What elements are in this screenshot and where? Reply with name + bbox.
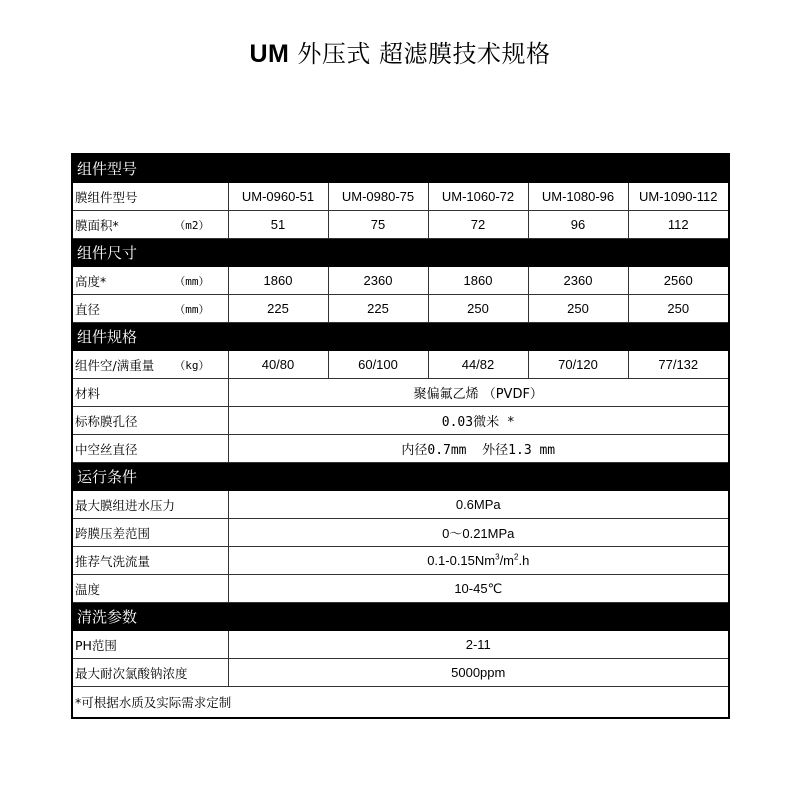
merged-cell: 内径0.7mm 外径1.3 mm: [228, 435, 729, 463]
table-row: [72, 267, 729, 295]
row-label: 组件空/满重量 （kg）: [72, 351, 228, 379]
title-text: 外压式 超滤膜技术规格: [297, 40, 551, 68]
title-prefix: UM: [249, 40, 290, 68]
table-row: [72, 491, 729, 519]
merged-cell: 2-11: [228, 631, 729, 659]
cell: UM-0960-51: [228, 183, 328, 211]
row-label: 最大膜组进水压力: [72, 491, 228, 519]
cell: 250: [528, 295, 628, 323]
row-label: 膜面积* （m2）: [72, 211, 228, 239]
row-label: 跨膜压差范围: [72, 519, 228, 547]
table-row: [72, 407, 729, 435]
table-row: [72, 631, 729, 659]
cell: 2360: [328, 267, 428, 295]
section-header: 组件型号: [72, 154, 729, 183]
cell: UM-1080-96: [528, 183, 628, 211]
merged-cell: 10-45℃: [228, 575, 729, 603]
row-label: 标称膜孔径: [72, 407, 228, 435]
cell: 1860: [428, 267, 528, 295]
cell: UM-0980-75: [328, 183, 428, 211]
table-row: [72, 183, 729, 211]
merged-cell: 0.6MPa: [228, 491, 729, 519]
merged-cell: 5000ppm: [228, 659, 729, 687]
footnote-row: [72, 687, 729, 719]
row-label: 温度: [72, 575, 228, 603]
cell: 250: [628, 295, 729, 323]
row-label: PH范围: [72, 631, 228, 659]
cell: 44/82: [428, 351, 528, 379]
cell: 96: [528, 211, 628, 239]
unit-label: （m2）: [174, 218, 210, 232]
merged-cell: $0.1-0.15Nm^3/m^2.h$: [228, 547, 729, 575]
cell: 70/120: [528, 351, 628, 379]
footnote: *可根据水质及实际需求定制: [72, 687, 729, 719]
row-label: 最大耐次氯酸钠浓度: [72, 659, 228, 687]
spec-table: [71, 153, 730, 719]
section-header: 组件规格: [72, 323, 729, 351]
cell: 2360: [528, 267, 628, 295]
table-row: [72, 575, 729, 603]
section-header: 组件尺寸: [72, 239, 729, 267]
table-row: [72, 211, 729, 239]
cell: 51: [228, 211, 328, 239]
cell: UM-1090-112: [628, 183, 729, 211]
row-label: 材料: [72, 379, 228, 407]
cell: 225: [328, 295, 428, 323]
table-row: [72, 379, 729, 407]
cell: 40/80: [228, 351, 328, 379]
cell: 2560: [628, 267, 729, 295]
table-row: [72, 295, 729, 323]
cell: 77/132: [628, 351, 729, 379]
unit-label: （mm）: [174, 274, 210, 288]
cell: 60/100: [328, 351, 428, 379]
row-label: 直径 （mm）: [72, 295, 228, 323]
merged-cell: 聚偏氟乙烯 （PVDF）: [228, 379, 729, 407]
table-row: [72, 547, 729, 575]
cell: 112: [628, 211, 729, 239]
unit-label: （kg）: [174, 358, 210, 372]
cell: 225: [228, 295, 328, 323]
row-label: 膜组件型号: [72, 183, 228, 211]
merged-cell: 0.03微米 *: [228, 407, 729, 435]
unit-label: （mm）: [174, 302, 210, 316]
row-label: 推荐气洗流量: [72, 547, 228, 575]
table-row: [72, 659, 729, 687]
table-row: [72, 351, 729, 379]
table-row: [72, 519, 729, 547]
cell: 1860: [228, 267, 328, 295]
section-header: 清洗参数: [72, 603, 729, 631]
page-title: [0, 34, 800, 69]
cell: 75: [328, 211, 428, 239]
row-label: 中空丝直径: [72, 435, 228, 463]
cell: UM-1060-72: [428, 183, 528, 211]
row-label: 高度* （mm）: [72, 267, 228, 295]
cell: 72: [428, 211, 528, 239]
table-row: [72, 435, 729, 463]
cell: 250: [428, 295, 528, 323]
section-header: 运行条件: [72, 463, 729, 491]
merged-cell: 0～0.21MPa: [228, 519, 729, 547]
